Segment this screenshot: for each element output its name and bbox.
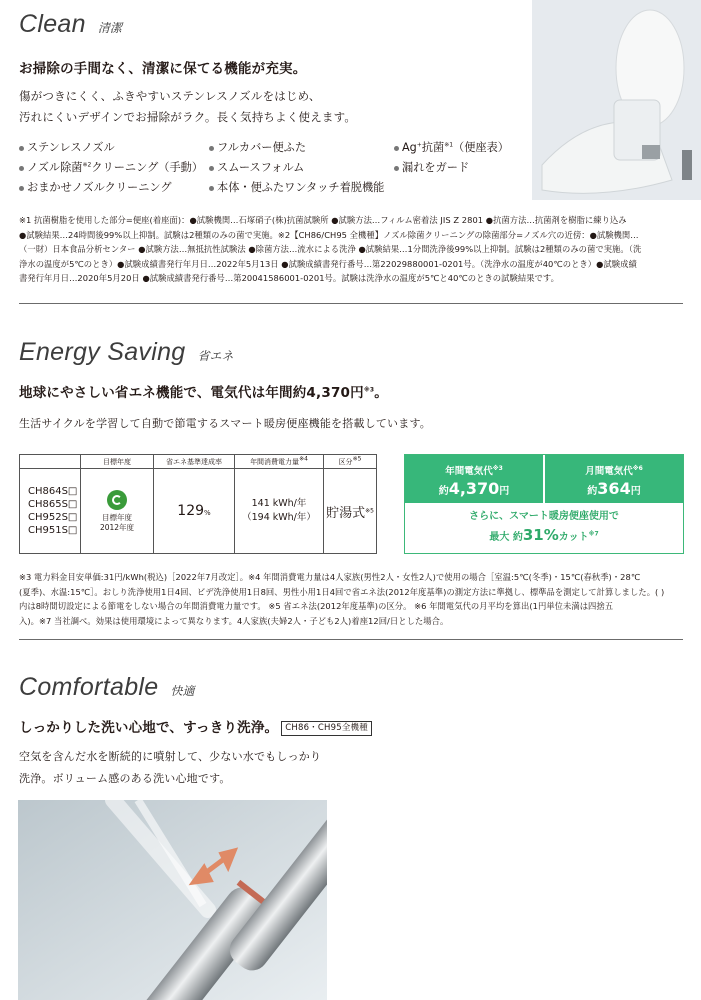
- bullet-icon: [394, 166, 399, 171]
- clean-title-en: Clean: [19, 10, 86, 38]
- feature-nozzle-sterilization: ノズル除菌$^{※2}$クリーニング（手動）: [19, 158, 219, 178]
- feature-column-3: [394, 138, 534, 178]
- bullet-icon: [19, 146, 24, 151]
- section-divider: [19, 639, 683, 640]
- clean-headline: お掃除の手間なく、清潔に保てる機能が充実。: [19, 61, 307, 77]
- clean-desc-line2: 汚れにくいデザインでお掃除がラク。長く気持ちよく使えます。: [19, 110, 357, 124]
- feature-leak-guard: 漏れをガード: [394, 158, 534, 178]
- feature-stainless-nozzle: ステンレスノズル: [19, 138, 219, 158]
- toilet-product-image: [532, 0, 701, 200]
- energy-title-jp: 省エネ: [197, 349, 234, 363]
- footnote-line: 書発行年月日…2020年5月20日 ●試験成績書発行番号…第20041586001-0201号。試験は洗浄水の温度が5℃と40℃のときの試験結果です。: [19, 273, 559, 283]
- model-name: CH864S□: [28, 486, 78, 497]
- clean-desc-line1: 傷がつきにくく、ふきやすいステンレスノズルをはじめ、: [19, 89, 321, 103]
- nozzle-spray-image: [18, 800, 327, 1000]
- table-header-cell: 省エネ基準達成率: [154, 455, 235, 469]
- feature-auto-nozzle-cleaning: おまかせノズルクリーニング: [19, 178, 219, 198]
- category-cell: 貯湯式$^{※5}$: [324, 469, 377, 554]
- comfort-desc-line2: 洗浄。ボリューム感のある洗い心地です。: [19, 772, 231, 785]
- table-header-cell: [20, 455, 81, 469]
- model-name: CH951S□: [28, 525, 78, 536]
- model-name: CH865S□: [28, 499, 78, 510]
- comfort-description: [19, 746, 321, 790]
- model-name: CH952S□: [28, 512, 78, 523]
- bullet-icon: [209, 186, 214, 191]
- achievement-rate-cell: 129%: [154, 469, 235, 554]
- comfort-title-jp: 快適: [170, 684, 195, 698]
- feature-one-touch-removal: 本体・便ふたワンタッチ着脱機能: [209, 178, 409, 198]
- bullet-icon: [19, 186, 24, 191]
- feature-full-cover-lid: フルカバー便ふた: [209, 138, 409, 158]
- bullet-icon: [209, 166, 214, 171]
- bullet-icon: [19, 166, 24, 171]
- feature-column-1: [19, 138, 219, 198]
- footnote-line: ●試験結果…24時間後99%以上抑制。試験は2種類のみの菌で実施。※2【CH86/CH95 全機種】ノズル除菌クリーニングの除菌部分=ノズル穴の近傍：●試験機関…: [19, 229, 639, 240]
- footnote-line: ※1 抗菌樹脂を使用した部分=便座(着座面)：●試験機関…石塚硝子(株)抗菌試験所 ●試験方法…フィルム密着法 JIS Z 2801 ●抗菌方法…抗菌剤を樹脂に練り込み: [19, 215, 627, 225]
- clean-footnotes: [19, 213, 687, 286]
- table-row: [20, 469, 377, 554]
- clean-title-jp: 清潔: [97, 21, 122, 35]
- feature-smooth-form: スムースフォルム: [209, 158, 409, 178]
- table-header-cell: 目標年度: [81, 455, 154, 469]
- energy-footnotes: [19, 570, 687, 628]
- section-divider: [19, 303, 683, 304]
- monthly-cost-cell: 月間電気代$^{※6}$ 約364円: [545, 455, 683, 503]
- target-year-cell: 目標年度 2012年度: [81, 469, 154, 554]
- energy-title-en: Energy Saving: [19, 338, 186, 366]
- footnote-line: （一財）日本食品分析センター ●試験方法…無抵抗性試験法 ●除菌方法…流水による洗浄 ●試験結果…1分間洗浄後99%以上抑制。試験は2種類のみの菌で実施。（洗: [19, 244, 642, 254]
- comfort-section-title: [19, 673, 195, 702]
- bullet-icon: [394, 146, 399, 151]
- clean-section-title: [19, 10, 122, 39]
- footnote-line: ※3 電力料金目安単価:31円/kWh(税込)［2022年7月改定］。※4 年間消費電力量は4人家族(男性2人・女性2人)で使用の場合［室温:5℃(冬季)・15℃(春秋季)・28℃: [19, 572, 641, 582]
- feature-ag-antibacterial: Ag+抗菌$^{※1}$（便座表）: [394, 138, 534, 158]
- clean-description: [19, 86, 356, 128]
- feature-column-2: [209, 138, 409, 198]
- electricity-cost-box: [404, 454, 684, 554]
- comfort-title-en: Comfortable: [19, 673, 159, 701]
- smart-heating-message: さらに、スマート暖房便座使用で 最大 約31%カット$^{※7}$: [469, 511, 619, 544]
- energy-section-title: [19, 338, 234, 367]
- model-badge: CH86・CH95全機種: [281, 721, 372, 736]
- comfort-desc-line1: 空気を含んだ水を断続的に噴射して、少ない水でもしっかり: [19, 750, 322, 763]
- table-header-cell: 区分$^{※5}$: [324, 455, 377, 469]
- yearly-cost-cell: 年間電気代$^{※3}$ 約4,370円: [405, 455, 543, 503]
- table-header-cell: 年間消費電力量$^{※4}$: [235, 455, 324, 469]
- annual-power-cell: 141 kWh/年 （194 kWh/年）: [235, 469, 324, 554]
- footnote-line: (夏季)、水温:15℃］。おしり洗浄使用1日4回、ビデ洗浄使用1日8回、男性小用1日4回で省エネ法(2012年度基準)の測定方法に準拠し、標準品を測定して計算しました。( ): [19, 586, 665, 597]
- energy-headline: 地球にやさしい省エネ機能で、電気代は年間約4,370円$^{※3}$。: [19, 385, 388, 401]
- comfort-headline: しっかりした洗い心地で、すっきり洗浄。 CH86・CH95全機種: [19, 716, 372, 736]
- energy-saving-mark-icon: [107, 490, 127, 510]
- footnote-line: 内は8時間切設定による節電をしない場合の年間消費電力量です。 ※5 省エネ法(2012年度基準)の区分。 ※6 年間電気代の月平均を算出(1円単位未満は四捨五: [19, 601, 614, 611]
- footnote-line: 入)。※7 当社調べ。効果は使用環境によって異なります。4人家族(夫婦2人・子ども2人)着座12回/日とした場合。: [19, 615, 449, 626]
- footnote-line: 浄水の温度が5℃のとき）●試験成績書発行年月日…2022年5月13日 ●試験成績書発行番号…第22029880001-0201号。（洗浄水の温度が40℃のとき）●試験成績: [19, 258, 637, 269]
- energy-description: 生活サイクルを学習して自動で節電するスマート暖房便座機能を搭載しています。: [19, 417, 431, 430]
- energy-spec-table: [19, 454, 377, 554]
- bullet-icon: [209, 146, 214, 151]
- table-header-row: [20, 455, 377, 469]
- model-list-cell: [20, 469, 81, 554]
